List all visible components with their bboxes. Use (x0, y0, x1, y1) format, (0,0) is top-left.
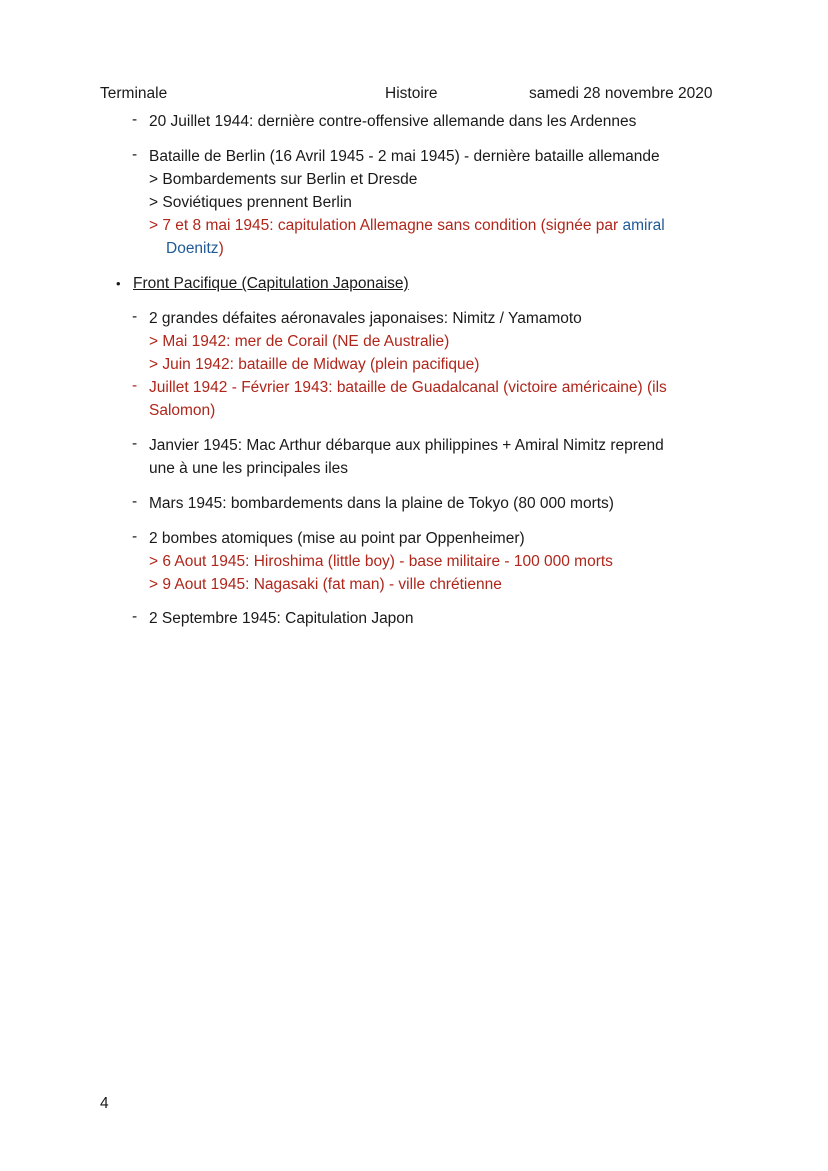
list-item: 20 Juillet 1944: dernière contre-offensive allemande dans les Ardennes (149, 113, 637, 130)
dash-marker: - (132, 435, 138, 452)
list-item: > Juin 1942: bataille de Midway (plein pacifique) (149, 356, 480, 373)
list-item-text: Doenitz (166, 240, 219, 257)
dash-marker: - (132, 528, 138, 545)
list-item: 2 Septembre 1945: Capitulation Japon (149, 610, 414, 627)
header-subject: Histoire (385, 85, 438, 102)
list-item-text: amiral (622, 217, 665, 234)
dash-marker: - (132, 608, 138, 625)
list-item: une à une les principales iles (149, 460, 349, 477)
dash-marker: - (132, 377, 138, 394)
header-class: Terminale (100, 85, 168, 102)
list-item: Janvier 1945: Mac Arthur débarque aux philippines + Amiral Nimitz reprend (149, 437, 664, 454)
list-item: Juillet 1942 - Février 1943: bataille de Guadalcanal (victoire américaine) (ils (149, 379, 667, 396)
list-item: Bataille de Berlin (16 Avril 1945 - 2 mai 1945) - dernière bataille allemande (149, 148, 660, 165)
list-item: Salomon) (149, 402, 216, 419)
list-item: Mars 1945: bombardements dans la plaine de Tokyo (80 000 morts) (149, 495, 614, 512)
dash-marker: - (132, 111, 138, 128)
list-item: > Mai 1942: mer de Corail (NE de Australie) (149, 333, 450, 350)
bullet-marker: • (116, 276, 121, 291)
list-item: 2 bombes atomiques (mise au point par Oppenheimer) (149, 530, 525, 547)
list-item-text: ) (218, 240, 224, 257)
list-item (166, 239, 224, 259)
section-title: Front Pacifique (Capitulation Japonaise) (133, 275, 409, 292)
list-item: > Bombardements sur Berlin et Dresde (149, 171, 418, 188)
list-item: > Soviétiques prennent Berlin (149, 194, 352, 211)
page-number: 4 (100, 1095, 109, 1112)
dash-marker: - (132, 308, 138, 325)
dash-marker: - (132, 493, 138, 510)
header-date: samedi 28 novembre 2020 (529, 85, 713, 102)
list-item (149, 216, 665, 236)
list-item: > 9 Aout 1945: Nagasaki (fat man) - ville chrétienne (149, 576, 502, 593)
list-item-text: > 7 et 8 mai 1945: capitulation Allemagne sans condition (signée par (149, 217, 623, 234)
list-item: 2 grandes défaites aéronavales japonaises: Nimitz / Yamamoto (149, 310, 582, 327)
list-item: > 6 Aout 1945: Hiroshima (little boy) - base militaire - 100 000 morts (149, 553, 613, 570)
dash-marker: - (132, 146, 138, 163)
